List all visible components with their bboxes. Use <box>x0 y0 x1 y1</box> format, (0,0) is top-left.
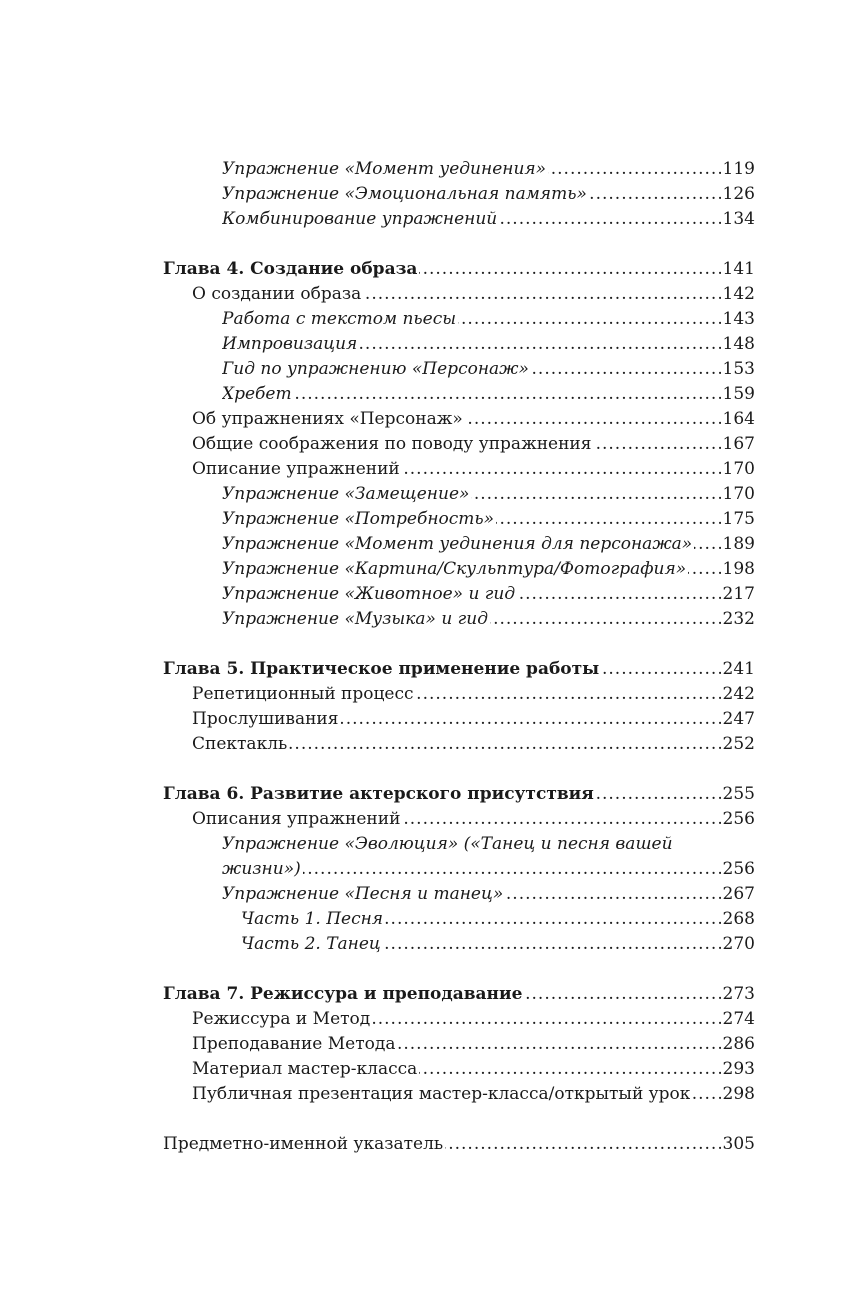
dot-leader <box>688 557 720 582</box>
toc-entry-page: 298 <box>722 1084 755 1104</box>
toc-entry[interactable] <box>163 532 755 557</box>
toc-entry-page: 252 <box>722 734 755 754</box>
toc-entry-page: 293 <box>722 1059 755 1079</box>
table-of-contents <box>163 157 755 1182</box>
toc-entry[interactable] <box>163 932 755 957</box>
toc-entry-page: 189 <box>722 534 755 554</box>
toc-chapter-heading[interactable] <box>163 982 755 1007</box>
toc-entry-title: Предметно-именной указатель <box>163 1134 444 1154</box>
dot-leader <box>692 1082 720 1107</box>
toc-entry-title: Глава 7. Режиссура и преподавание <box>163 984 523 1004</box>
dot-leader <box>294 382 721 407</box>
toc-entry-title: Спектакль <box>192 734 288 754</box>
toc-entry-page: 159 <box>722 384 755 404</box>
dot-leader <box>397 1032 720 1057</box>
toc-entry-title: Упражнение «Эмоциональная память» <box>222 184 587 204</box>
toc-section-index <box>163 1132 755 1157</box>
toc-entry-page: 141 <box>722 259 755 279</box>
toc-entry[interactable] <box>163 407 755 432</box>
toc-entry-title: О создании образа <box>192 284 362 304</box>
toc-entry-title: Глава 6. Развитие актерского присутствия <box>163 784 594 804</box>
toc-entry-page: 232 <box>722 609 755 629</box>
toc-entry-page: 164 <box>722 409 755 429</box>
toc-entry[interactable] <box>163 707 755 732</box>
toc-entry-title: Упражнение «Музыка» и гид <box>222 609 488 629</box>
toc-entry-title: Упражнение «Момент уединения» <box>222 159 547 179</box>
toc-entry-page: 126 <box>722 184 755 204</box>
dot-leader <box>419 257 720 282</box>
toc-entry-page: 241 <box>722 659 755 679</box>
toc-chapter-heading[interactable] <box>163 257 755 282</box>
toc-entry[interactable] <box>163 857 755 882</box>
toc-entry-title: Часть 1. Песня <box>241 909 384 929</box>
toc-entry[interactable] <box>163 457 755 482</box>
dot-leader <box>372 1007 720 1032</box>
dot-leader <box>601 657 720 682</box>
toc-entry-title: Прослушивания <box>192 709 339 729</box>
toc-entry-page: 274 <box>722 1009 755 1029</box>
dot-leader <box>445 1132 720 1157</box>
toc-entry[interactable] <box>163 557 755 582</box>
toc-entry-page: 170 <box>722 484 755 504</box>
toc-entry-page: 256 <box>722 809 755 829</box>
dot-leader <box>471 482 720 507</box>
toc-entry[interactable] <box>163 1007 755 1032</box>
toc-entry[interactable] <box>163 382 755 407</box>
toc-section-chapter-3-tail <box>163 157 755 232</box>
dot-leader <box>596 782 721 807</box>
dot-leader <box>548 157 720 182</box>
toc-entry-title: Об упражнениях «Персонаж» <box>192 409 463 429</box>
toc-entry-page: 286 <box>722 1034 755 1054</box>
toc-entry-title: Глава 5. Практическое применение работы <box>163 659 600 679</box>
toc-entry[interactable] <box>163 682 755 707</box>
toc-entry-title: Хребет <box>222 384 292 404</box>
toc-entry-page: 305 <box>722 1134 755 1154</box>
toc-entry[interactable] <box>163 507 755 532</box>
toc-entry-title: Общие соображения по поводу упражнения <box>192 434 592 454</box>
toc-entry-title: Часть 2. Танец <box>241 934 381 954</box>
dot-leader <box>419 1057 720 1082</box>
toc-entry-title: Упражнение «Картина/Скульптура/Фотография» <box>222 559 687 579</box>
toc-entry-page: 143 <box>722 309 755 329</box>
dot-leader <box>517 582 720 607</box>
dot-leader <box>694 532 720 557</box>
toc-entry-title: Комбинирование упражнений <box>222 209 498 229</box>
toc-section-chapter-4 <box>163 257 755 632</box>
toc-entry-page: 148 <box>722 334 755 354</box>
toc-entry[interactable] <box>163 1132 755 1157</box>
toc-entry-title: Упражнение «Момент уединения для персонажа» <box>222 534 693 554</box>
dot-leader <box>531 357 721 382</box>
toc-entry-page: 142 <box>722 284 755 304</box>
toc-entry-page: 268 <box>722 909 755 929</box>
toc-entry-page: 255 <box>722 784 755 804</box>
toc-entry-title: Репетиционный процесс <box>192 684 414 704</box>
toc-entry-title: Упражнение «Замещение» <box>222 484 470 504</box>
toc-entry-page: 134 <box>722 209 755 229</box>
toc-entry[interactable] <box>163 282 755 307</box>
toc-entry[interactable] <box>163 482 755 507</box>
toc-chapter-heading[interactable] <box>163 782 755 807</box>
dot-leader <box>402 457 721 482</box>
toc-entry-title: жизни») <box>222 859 301 879</box>
toc-entry-page: 167 <box>722 434 755 454</box>
toc-entry[interactable] <box>163 157 755 182</box>
toc-entry-page: 217 <box>722 584 755 604</box>
dot-leader <box>589 182 721 207</box>
toc-entry-title-line1[interactable]: Упражнение «Эволюция» («Танец и песня вашей <box>222 834 673 854</box>
toc-entry[interactable] <box>163 1082 755 1107</box>
toc-entry-page: 153 <box>722 359 755 379</box>
dot-leader <box>505 882 720 907</box>
toc-entry-title: Публичная презентация мастер-класса/открытый урок <box>192 1084 691 1104</box>
toc-entry[interactable] <box>163 332 755 357</box>
toc-entry-title: Режиссура и Метод <box>192 1009 371 1029</box>
dot-leader <box>593 432 720 457</box>
toc-entry-title: Гид по упражнению «Персонаж» <box>222 359 529 379</box>
dot-leader <box>341 707 721 732</box>
toc-entry-title: Упражнение «Песня и танец» <box>222 884 504 904</box>
dot-leader <box>499 207 720 232</box>
toc-section-chapter-5 <box>163 657 755 757</box>
toc-entry-page: 247 <box>722 709 755 729</box>
toc-entry[interactable] <box>163 1057 755 1082</box>
toc-entry-title: Преподавание Метода <box>192 1034 396 1054</box>
toc-entry[interactable] <box>163 907 755 932</box>
dot-leader <box>416 682 721 707</box>
dot-leader <box>289 732 720 757</box>
toc-entry-title: Упражнение «Потребность» <box>222 509 495 529</box>
toc-section-chapter-7 <box>163 982 755 1107</box>
toc-entry-title: Описание упражнений <box>192 459 400 479</box>
toc-entry-page: 270 <box>722 934 755 954</box>
toc-entry[interactable] <box>163 432 755 457</box>
toc-entry[interactable] <box>163 807 755 832</box>
toc-entry[interactable] <box>163 732 755 757</box>
dot-leader <box>490 607 721 632</box>
toc-entry[interactable] <box>163 357 755 382</box>
toc-entry[interactable] <box>163 607 755 632</box>
toc-section-chapter-6 <box>163 782 755 957</box>
toc-entry[interactable] <box>163 1032 755 1057</box>
toc-entry-page: 273 <box>722 984 755 1004</box>
toc-entry-title: Описания упражнений <box>192 809 401 829</box>
dot-leader <box>496 507 720 532</box>
toc-entry-page: 242 <box>722 684 755 704</box>
toc-entry[interactable] <box>163 307 755 332</box>
toc-entry[interactable] <box>163 582 755 607</box>
toc-entry-page: 119 <box>722 159 755 179</box>
toc-entry[interactable] <box>163 182 755 207</box>
toc-entry-title: Материал мастер-класса <box>192 1059 418 1079</box>
dot-leader <box>303 857 721 882</box>
toc-entry-title: Импровизация <box>222 334 358 354</box>
dot-leader <box>385 907 720 932</box>
toc-entry-title: Работа с текстом пьесы <box>222 309 457 329</box>
dot-leader <box>383 932 721 957</box>
toc-entry-page: 175 <box>722 509 755 529</box>
toc-entry[interactable] <box>163 207 755 232</box>
dot-leader <box>465 407 721 432</box>
toc-entry-title: Глава 4. Создание образа <box>163 259 418 279</box>
toc-entry[interactable] <box>163 882 755 907</box>
dot-leader <box>524 982 720 1007</box>
toc-entry-page: 256 <box>722 859 755 879</box>
dot-leader <box>359 332 720 357</box>
toc-entry-title: Упражнение «Животное» и гид <box>222 584 516 604</box>
dot-leader <box>363 282 720 307</box>
toc-entry-page: 198 <box>722 559 755 579</box>
dot-leader <box>458 307 720 332</box>
dot-leader <box>402 807 720 832</box>
toc-chapter-heading[interactable] <box>163 657 755 682</box>
toc-entry-page: 170 <box>722 459 755 479</box>
toc-entry-page: 267 <box>722 884 755 904</box>
